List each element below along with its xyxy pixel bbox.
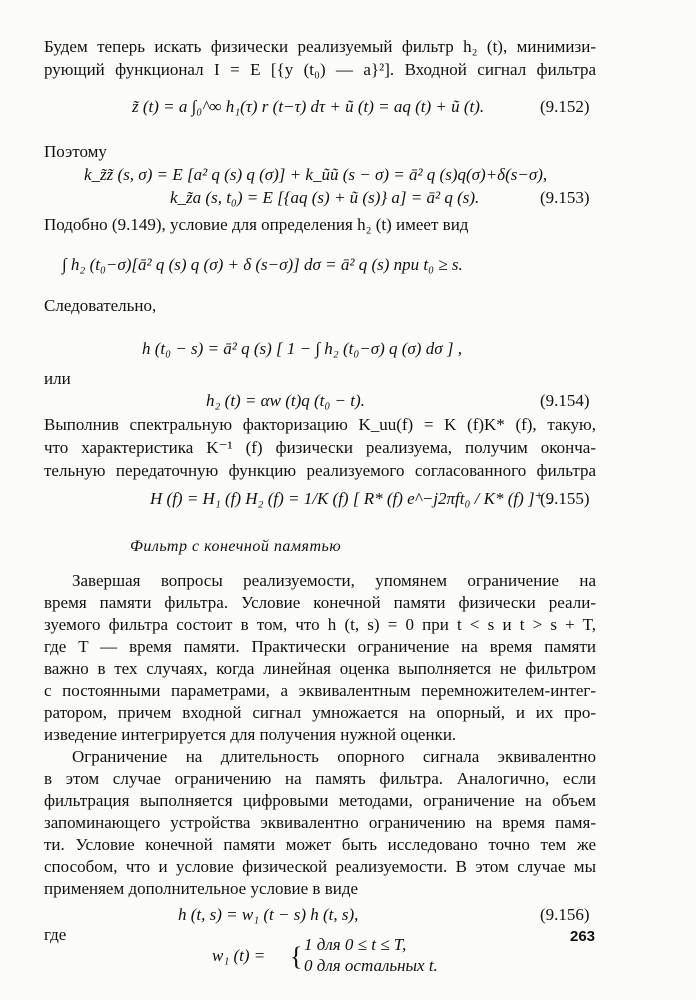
- paragraph-1-line: важно в тех случаях, когда линейная оценка выполняется не фильтром: [44, 659, 596, 678]
- paragraph-2-line: способом, что и условие физической реализуемости. В этом случае мы: [44, 857, 596, 876]
- equation-number-9-152: (9.152): [540, 97, 590, 116]
- text-line-where: где: [44, 925, 67, 944]
- equation-number-9-153: (9.153): [540, 188, 590, 207]
- paragraph-2-line: фильтрация выполняется цифровыми методами, ограничение на объем: [44, 791, 596, 810]
- text-line-4: Подобно (9.149), условие для определения h₂ (t) имеет вид: [44, 215, 469, 234]
- text-line-7: Выполнив спектральную факторизацию K_uu(f) = K (f)K* (f), такую,: [44, 415, 596, 434]
- paragraph-1-line: где T — время памяти. Практически ограничение на время памяти: [44, 637, 596, 656]
- paragraph-1-line: с постоянными параметрами, а эквивалентным перемножителем-интег-: [44, 681, 596, 700]
- paragraph-2-line: ти. Условие конечной памяти может быть исследовано точно тем же: [44, 835, 596, 854]
- equation-9-155-body: H (f) = H₁ (f) H₂ (f) = 1/K (f) [ R* (f) e^−j2πft₀ / K* (f) ]⁺ .: [150, 489, 553, 508]
- equation-9-153-line-b: k_z̃a (s, t₀) = E [{aq (s) + ũ (s)} a] = ā² q (s).: [170, 188, 480, 207]
- equation-number-9-156: (9.156): [540, 905, 590, 924]
- text-line-8: что характеристика K⁻¹ (f) физически реализуема, получим оконча-: [44, 438, 596, 457]
- paragraph-1-line: Завершая вопросы реализуемости, упомянем ограничение на: [72, 571, 596, 590]
- equation-9-152-body: z̃ (t) = a ∫₀^∞ h₁(τ) r (t−τ) dτ + ũ (t) = aq (t) + ũ (t).: [132, 97, 485, 116]
- equation-9-153-line-a: k_z̃z̃ (s, σ) = E [a² q (s) q (σ)] + k_ũũ (s − σ) = ā² q (s)q(σ)+δ(s−σ),: [84, 165, 548, 184]
- text-line-9: тельную передаточную функцию реализуемого согласованного фильтра: [44, 461, 596, 480]
- paragraph-2-line: в этом случае ограничению на память фильтра. Аналогично, если: [44, 769, 596, 788]
- equation-number-9-154: (9.154): [540, 391, 590, 410]
- text-line-6: или: [44, 369, 71, 388]
- equation-9-154-body: h₂ (t) = αw (t)q (t₀ − t).: [206, 391, 365, 410]
- paragraph-2-line: запоминающего устройства эквивалентно ограничению на время памя-: [44, 813, 596, 832]
- section-heading: Фильтр с конечной памятью: [130, 538, 342, 555]
- equation-h-solution: h (t₀ − s) = ā² q (s) [ 1 − ∫ h₂ (t₀−σ) q (σ) dσ ] ,: [142, 339, 462, 358]
- equation-w1-case-1: 1 для 0 ≤ t ≤ T,: [304, 935, 407, 954]
- paragraph-2-line: применяем дополнительное условие в виде: [44, 879, 359, 898]
- paragraph-1-line: ратором, причем входной сигнал умножается на опорный, и их про-: [44, 703, 596, 722]
- equation-9-156-body: h (t, s) = w₁ (t − s) h (t, s),: [178, 905, 359, 924]
- equation-w1-case-2: 0 для остальных t.: [304, 956, 438, 975]
- paragraph-1-line: изведение интегрируется для получения нужной оценки.: [44, 725, 457, 744]
- curly-brace-icon: {: [290, 942, 303, 971]
- text-line-3: Поэтому: [44, 142, 107, 161]
- equation-condition: ∫ h₂ (t₀−σ)[ā² q (s) q (σ) + δ (s−σ)] dσ = ā² q (s) при t₀ ≥ s.: [62, 255, 463, 274]
- equation-w1-lhs: w₁ (t) =: [212, 946, 266, 965]
- text-line-1: Будем теперь искать физически реализуемый фильтр h₂ (t), минимизи-: [44, 37, 596, 56]
- paragraph-2-line: Ограничение на длительность опорного сигнала эквивалентно: [72, 747, 596, 766]
- text-line-2: рующий функционал I = E [{y (t₀) — a}²]. Входной сигнал фильтра: [44, 60, 596, 79]
- equation-number-9-155: (9.155): [540, 489, 590, 508]
- paragraph-1-line: зуемого фильтра состоит в том, что h (t, s) = 0 при t < s и t > s + T,: [44, 615, 596, 634]
- page-number: 263: [570, 928, 596, 945]
- text-line-5: Следовательно,: [44, 296, 157, 315]
- paragraph-1-line: время памяти фильтра. Условие конечной памяти физически реали-: [44, 593, 596, 612]
